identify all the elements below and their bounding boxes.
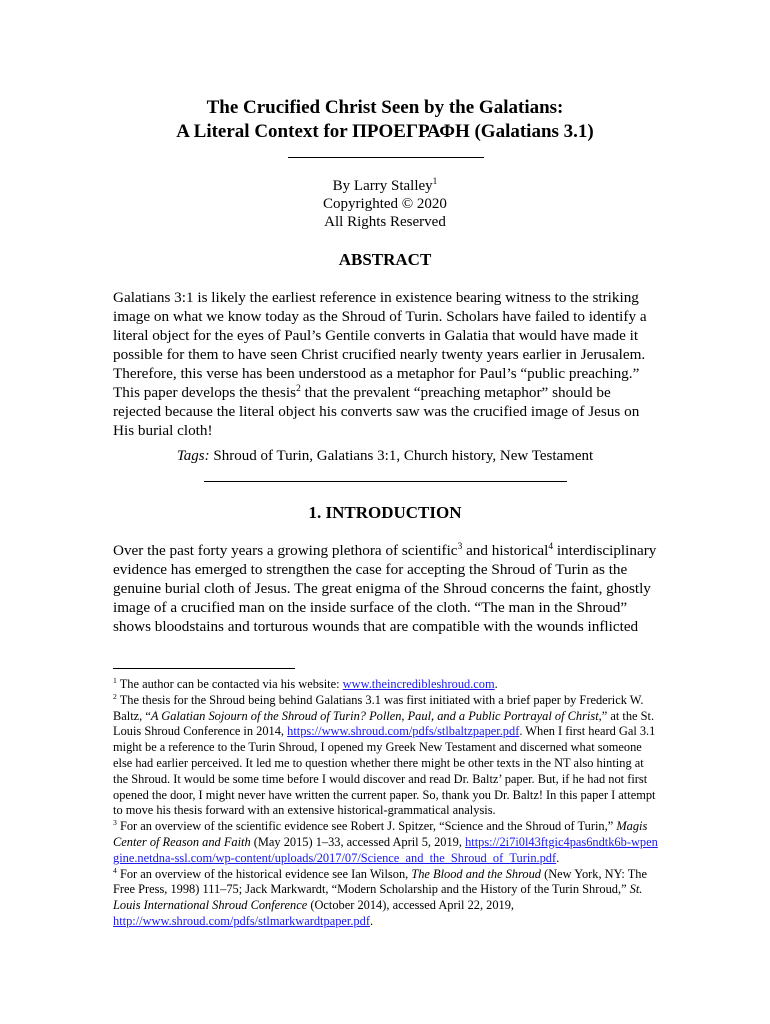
- footnote-2-paper-title: A Galatian Sojourn of the Shroud of Turin? Pollen, Paul, and a Public Portrayal of Christ: [150, 708, 599, 723]
- tags-divider: [204, 481, 567, 482]
- abstract-paragraph: [113, 288, 658, 440]
- footnote-separator: [113, 668, 295, 669]
- markwardt-paper-link[interactable]: http://www.shroud.com/pdfs/stlmarkwardtpaper.pdf: [113, 913, 370, 928]
- footnote-2: [113, 693, 661, 819]
- footnote-4-text-1: For an overview of the historical evidence see Ian Wilson,: [116, 866, 412, 881]
- title-divider: [288, 157, 484, 158]
- footnote-1-text: The author can be contacted via his website:: [116, 677, 343, 691]
- footnote-3-source: Magis Center of Reason and Faith: [113, 819, 648, 849]
- footnote-4-text-3: (October 2014), accessed April 22, 2019,: [307, 898, 515, 913]
- footnote-1-end: .: [494, 677, 498, 691]
- tags-value: Shroud of Turin, Galatians 3:1, Church history, New Testament: [209, 448, 594, 464]
- footnote-3-end: .: [556, 850, 560, 865]
- author-website-link[interactable]: www.theincredibleshroud.com: [342, 677, 495, 691]
- footnote-4-number: 4: [113, 865, 117, 875]
- byline-author: [0, 177, 770, 196]
- footnote-ref-4[interactable]: 4: [548, 541, 554, 552]
- baltz-paper-link[interactable]: https://www.shroud.com/pdfs/stlbaltzpaper.pdf: [287, 724, 520, 739]
- intro-text-part-2: and historical: [462, 542, 549, 559]
- tags-label: Tags:: [176, 448, 210, 464]
- footnote-4-text-2: (New York, NY: The Free Press, 1998) 111–75; Jack Markwardt, “Modern Scholarship and the History of the Turin Shroud,”: [113, 866, 647, 897]
- footnote-3-number: 3: [113, 818, 117, 828]
- footnote-2-text-2: ,” at the St. Louis Shroud Conference in 2014,: [113, 708, 655, 739]
- footnote-4: [113, 867, 661, 930]
- footnote-1-number: 1: [113, 675, 117, 685]
- footnote-2-text-3: . When I first heard Gal 3.1 might be a reference to the Turin Shroud, I opened my Greek New Testament and discerned what someone else had earlier perceived. It led me to question whether there might be other texts in the NT also hinting at the Shroud. It would be some time before I would discover and read Dr. Baltz’ paper. But, if he had not first opened the door, I might never have written the current paper. So, thank you Dr. Baltz! In this paper I attempt to move his thesis forward with an extensive historical-grammatical analysis.: [113, 724, 656, 818]
- footnote-3: [113, 819, 661, 866]
- byline-rights: All Rights Reserved: [324, 214, 446, 230]
- footnotes: [113, 677, 661, 930]
- intro-text-part-1: Over the past forty years a growing plethora of scientific: [113, 542, 458, 559]
- abstract-text-part-1: Galatians 3:1 is likely the earliest reference in existence bearing witness to the striking image on what we know today as the Shroud of Turin. Scholars have failed to identify a literal object for the eyes of Paul’s Gentile converts in Galatia that would have made it possible for them to have seen Christ crucified nearly twenty years earlier in Jerusalem. Therefore, this verse has been understood as a metaphor for Paul’s “public preaching.” This paper develops the thesis: [113, 289, 647, 401]
- footnote-1: [113, 677, 661, 693]
- footnote-ref-1[interactable]: 1: [432, 177, 438, 187]
- footnote-4-conference: St. Louis International Shroud Conference: [113, 882, 643, 913]
- abstract-heading: ABSTRACT: [338, 250, 432, 269]
- footnote-ref-3[interactable]: 3: [457, 541, 463, 552]
- footnote-2-text-1: The thesis for the Shroud being behind Galatians 3.1 was first initiated with a brief paper by Frederick W. Baltz, “: [113, 692, 644, 723]
- introduction-heading: 1. INTRODUCTION: [308, 503, 462, 522]
- footnote-3-text-2: (May 2015) 1–33, accessed April 5, 2019,: [250, 834, 466, 849]
- paper-title-line-2: A Literal Context for ΠΡΟΕΓΡΑΦΗ (Galatians 3.1): [176, 121, 594, 142]
- footnote-3-text-1: For an overview of the scientific evidence see Robert J. Spitzer, “Science and the Shroud of Turin,”: [116, 819, 617, 834]
- byline-copyright: Copyrighted © 2020: [323, 196, 447, 212]
- footnote-4-end: .: [369, 913, 374, 928]
- paper-title-line-1: The Crucified Christ Seen by the Galatians:: [206, 97, 564, 118]
- abstract-text-part-2: that the prevalent “preaching metaphor” should be rejected because the literal object his converts saw was the crucified image of Jesus on His burial cloth!: [113, 384, 640, 439]
- author-name: By Larry Stalley: [332, 178, 433, 194]
- footnote-ref-2[interactable]: 2: [296, 383, 301, 394]
- spitzer-paper-link[interactable]: https://2i7i0l43ftgic4pas6ndtk6b-wpengine.netdna-ssl.com/wp-content/uploads/2017/07/Science_and_the_Shroud_of_Turin.pdf: [113, 834, 658, 865]
- footnote-4-book-title: The Blood and the Shroud: [411, 866, 541, 881]
- footnote-2-number: 2: [113, 691, 117, 701]
- intro-text-part-3: interdisciplinary evidence has emerged to strengthen the case for accepting the Shroud of Turin as the genuine burial cloth of Jesus. The great enigma of the Shroud concerns the faint, ghostly image of a crucified man on the inside surface of the cloth. “The man in the Shroud” shows bloodstains and torturous wounds that are compatible with the wounds inflicted: [113, 542, 657, 635]
- introduction-paragraph: [113, 541, 658, 636]
- tags-line: [0, 448, 770, 465]
